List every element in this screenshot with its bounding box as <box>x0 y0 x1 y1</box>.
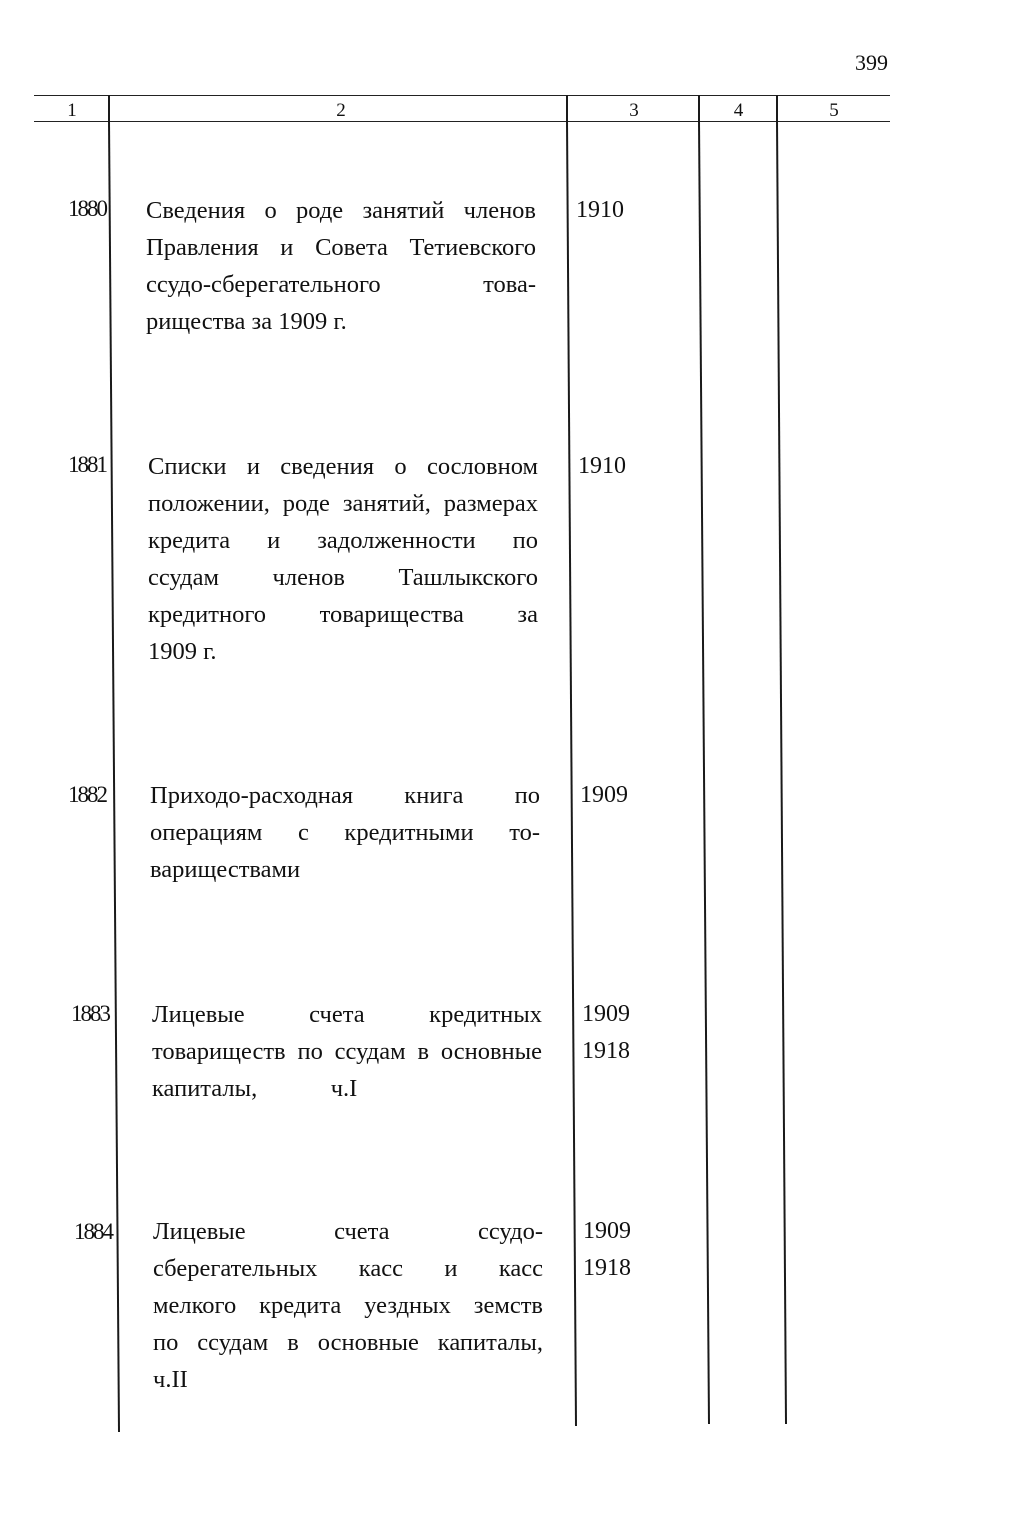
description-line: операциям с кредитными то- <box>150 819 540 846</box>
column-header-2: 2 <box>336 100 346 121</box>
year-value: 1910 <box>578 453 626 479</box>
row-description-1880 <box>146 192 536 340</box>
row-number-1880: 1880 <box>68 196 106 221</box>
column-header-3: 3 <box>629 100 639 121</box>
year-value: 1918 <box>583 1255 631 1281</box>
column-header-5: 5 <box>829 100 839 121</box>
body-divider-3 <box>699 121 709 1424</box>
year-value: 1909 <box>583 1218 631 1244</box>
row-year-1884 <box>583 1213 631 1287</box>
description-line: кредита и задолженности по <box>148 527 538 554</box>
column-header-4: 4 <box>733 100 744 121</box>
row-number-1883: 1883 <box>71 1001 109 1026</box>
description-line: положении, роде занятий, размерах <box>148 490 538 517</box>
body-divider-4 <box>777 121 786 1424</box>
description-line: Сведения о роде занятий членов <box>146 197 536 224</box>
year-value: 1910 <box>576 197 624 223</box>
description-line: капиталы, ч.I <box>152 1075 358 1102</box>
description-line: товариществ по ссудам в основные <box>152 1038 542 1065</box>
year-value: 1909 <box>582 1001 630 1027</box>
description-line: рищества за 1909 г. <box>146 308 347 335</box>
description-line: Лицевые счета кредитных <box>152 1001 542 1028</box>
body-divider-2 <box>567 121 576 1426</box>
year-value: 1918 <box>582 1038 630 1064</box>
description-line: ч.II <box>153 1366 188 1393</box>
column-header-1: 1 <box>67 100 77 121</box>
description-line: по ссудам в основные капиталы, <box>153 1329 543 1356</box>
description-line: сберегательных касс и касс <box>153 1255 543 1282</box>
row-description-1881 <box>148 448 538 670</box>
page-number: 399 <box>855 50 888 75</box>
row-description-1883 <box>152 996 542 1107</box>
row-description-1882 <box>150 777 540 888</box>
row-year-1881 <box>578 448 626 485</box>
row-year-1883 <box>582 996 630 1070</box>
row-year-1882 <box>580 777 628 814</box>
row-number-1881: 1881 <box>68 452 106 477</box>
description-line: 1909 г. <box>148 638 217 665</box>
description-line: кредитного товарищества за <box>148 601 538 628</box>
description-line: ссудо-сберегательного това- <box>146 271 536 298</box>
description-line: вариществами <box>150 856 301 883</box>
description-line: Правления и Совета Тетиевского <box>146 234 536 261</box>
description-line: ссудам членов Ташлыкского <box>148 564 538 591</box>
description-line: Списки и сведения о сословном <box>148 453 538 480</box>
description-line: Приходо-расходная книга по <box>150 782 540 809</box>
year-value: 1909 <box>580 782 628 808</box>
row-description-1884 <box>153 1213 543 1398</box>
row-number-1884: 1884 <box>74 1219 112 1244</box>
row-year-1880 <box>576 192 624 229</box>
description-line: мелкого кредита уездных земств <box>153 1292 543 1319</box>
row-number-1882: 1882 <box>68 782 106 807</box>
description-line: Лицевые счета ссудо- <box>153 1218 543 1245</box>
